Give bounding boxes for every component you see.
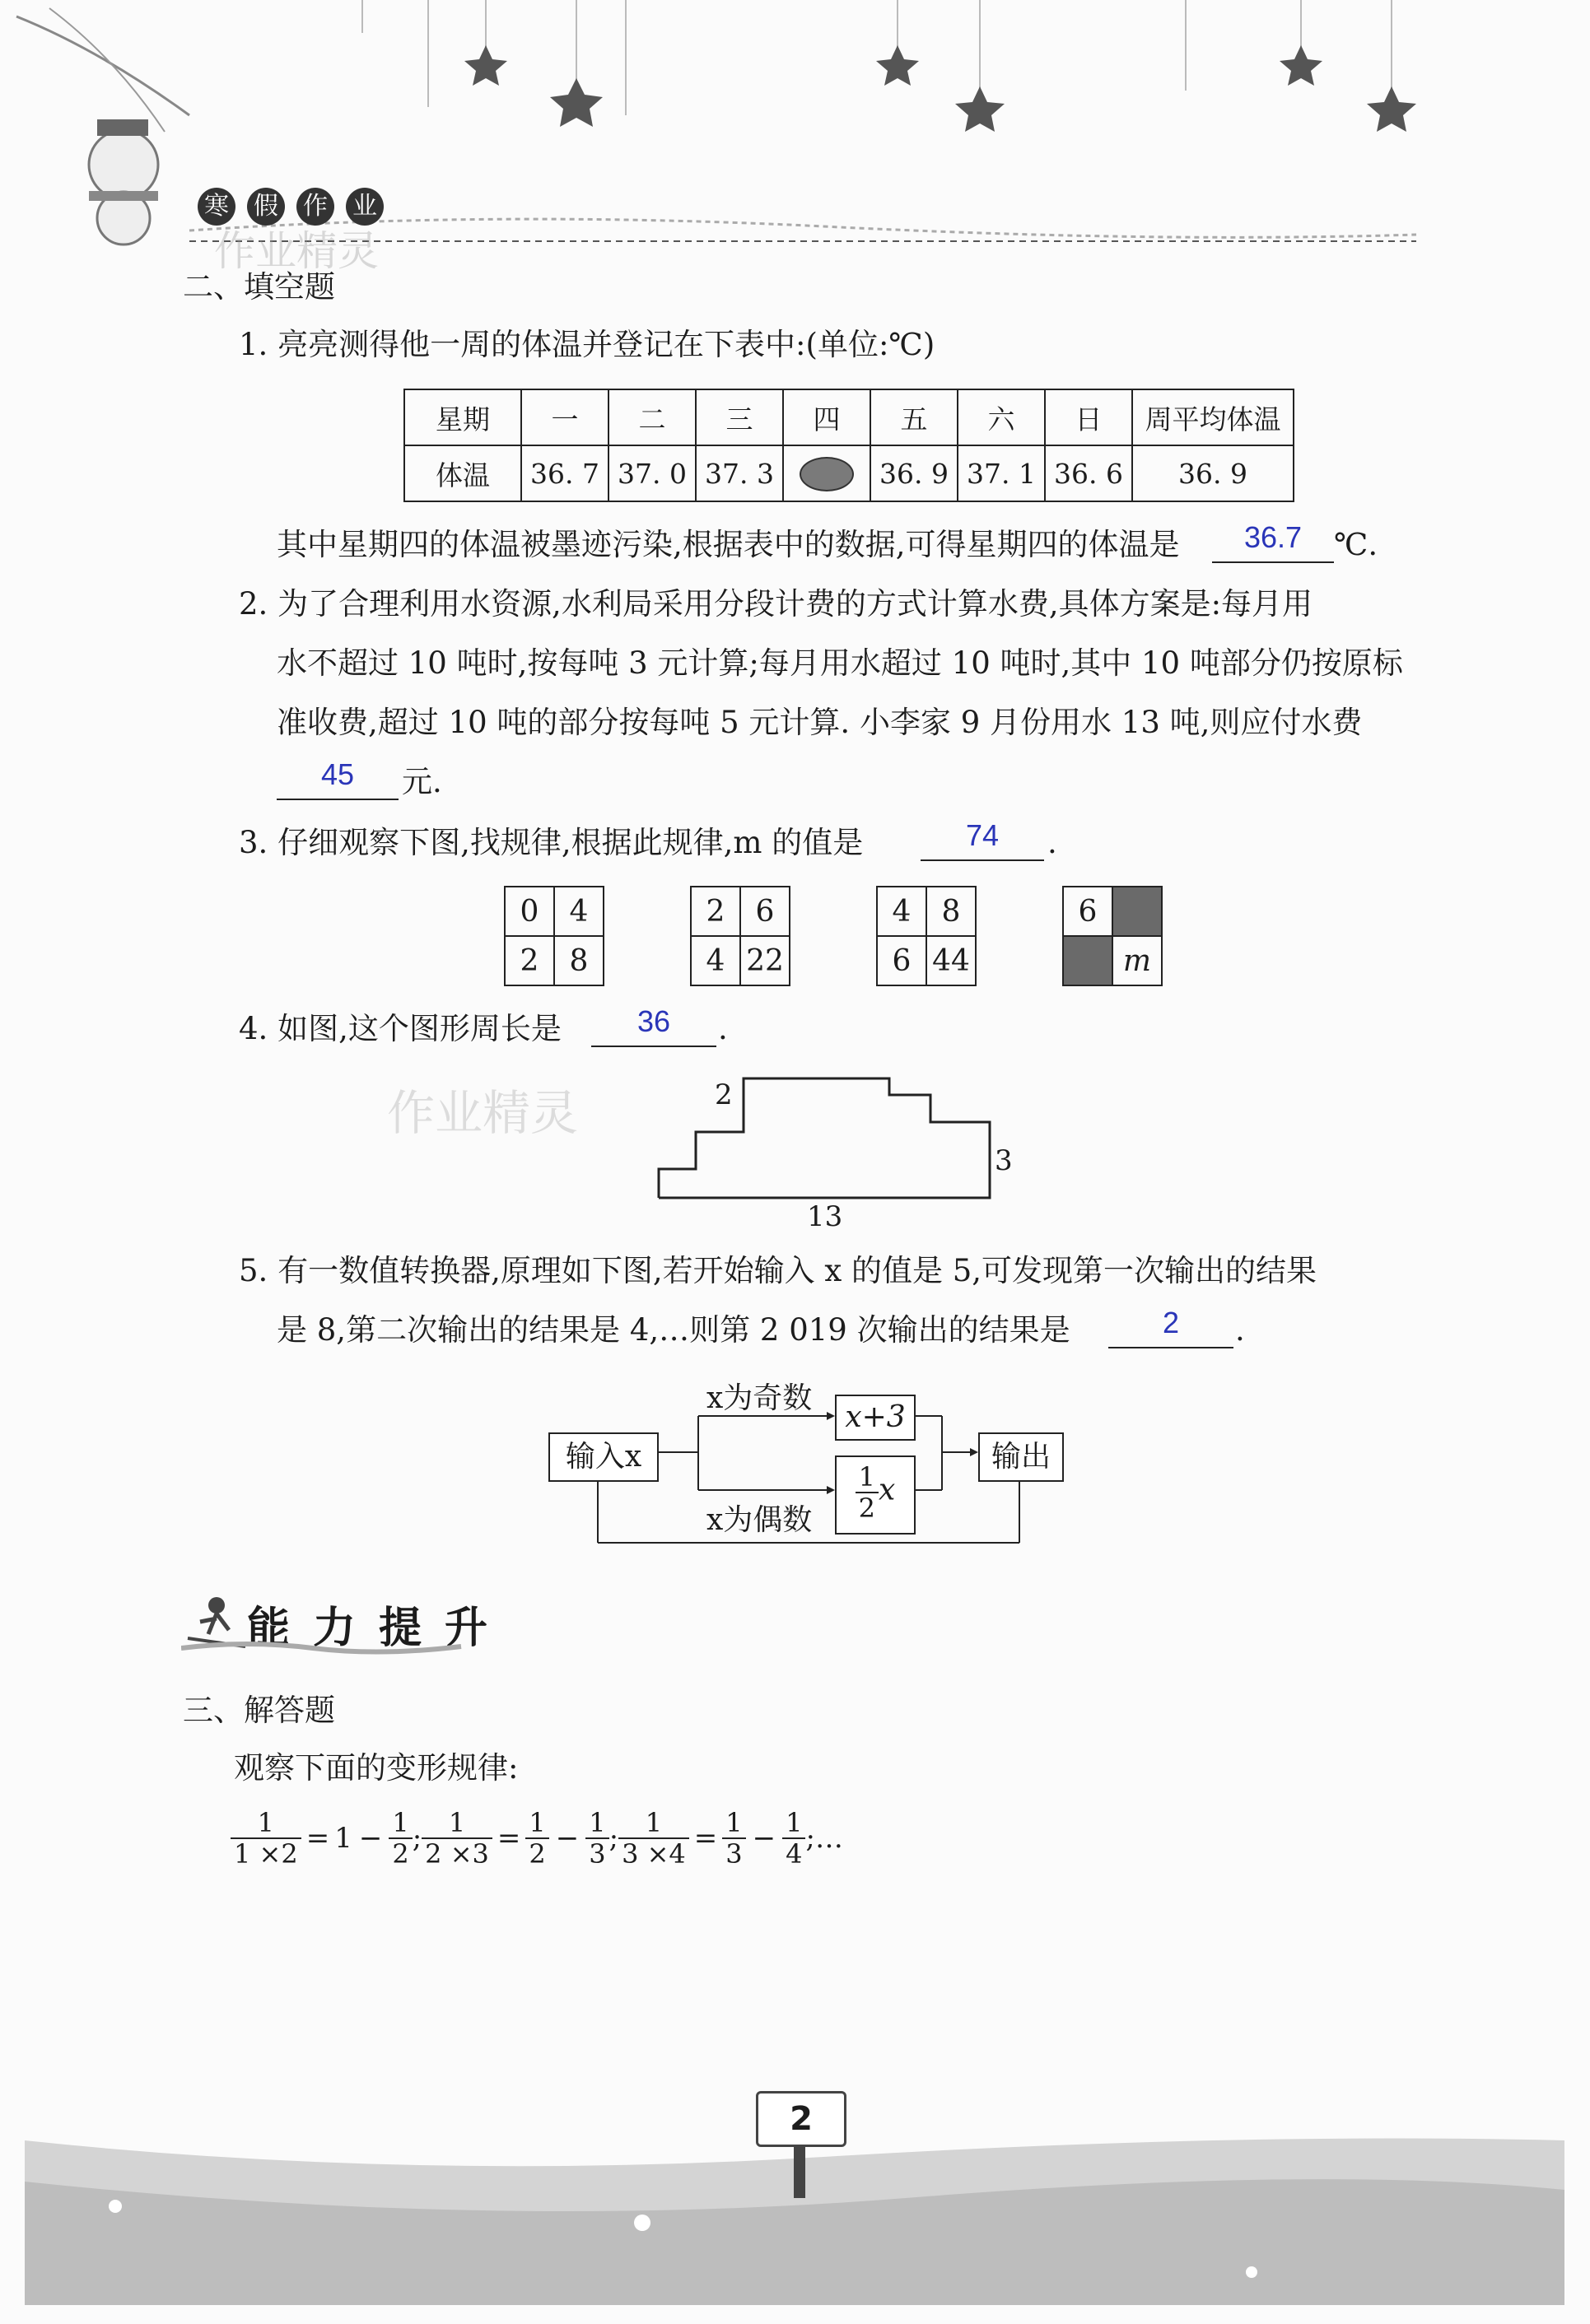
answer-5-blank: 2 bbox=[1108, 1311, 1233, 1348]
pattern-grid-1: 0 4 2 8 bbox=[504, 886, 604, 986]
even-label: x为偶数 bbox=[706, 1503, 813, 1537]
label-right: 3 bbox=[995, 1144, 1013, 1177]
period: . bbox=[718, 1011, 728, 1046]
question-3-prompt: 3. 仔细观察下图,找规律,根据此规律,m 的值是 bbox=[239, 825, 864, 860]
pattern-grid-2: 2 6 4 22 bbox=[690, 886, 790, 986]
label-bottom: 13 bbox=[807, 1200, 843, 1233]
question-2-line3: 准收费,超过 10 吨的部分按每吨 5 元计算. 小李家 9 月份用水 13 吨,则应付水费 bbox=[277, 705, 1363, 740]
unit-2: 元. bbox=[402, 764, 442, 799]
question-1-prompt: 1. 亮亮测得他一周的体温并登记在下表中:(单位:℃) bbox=[239, 327, 935, 362]
watermark: 作业精灵 bbox=[387, 1085, 579, 1141]
watermark: 作业精灵 bbox=[214, 227, 379, 275]
temperature-table bbox=[403, 389, 1294, 502]
ink-blot-cell bbox=[783, 445, 870, 501]
odd-label: x为奇数 bbox=[706, 1381, 813, 1415]
answer-4-blank: 36 bbox=[591, 1009, 716, 1047]
question-5-line2: 是 8,第二次输出的结果是 4,…则第 2 019 次输出的结果是 bbox=[277, 1312, 1070, 1348]
half-fraction: $\frac{1}{2}$ bbox=[856, 1462, 879, 1523]
input-box: 输入x bbox=[548, 1432, 659, 1482]
ink-blot-icon bbox=[800, 457, 854, 491]
answer-2-blank: 45 bbox=[277, 762, 399, 800]
book-title: 寒 假 作 业 bbox=[198, 188, 384, 226]
table-header-row: 星期 一 二 三 四 五 六 日 周平均体温 bbox=[404, 389, 1294, 445]
label-top: 2 bbox=[715, 1078, 733, 1111]
page-number: 2 bbox=[756, 2091, 846, 2147]
pattern-grid-4: 6 m bbox=[1062, 886, 1163, 986]
question-2-line1: 2. 为了合理利用水资源,水利局采用分段计费的方式计算水费,具体方案是:每月用 bbox=[239, 586, 1313, 622]
section-title: 三、解答题 bbox=[183, 1693, 335, 1728]
title-underline-decoration bbox=[181, 1638, 469, 1655]
period: . bbox=[1047, 825, 1057, 860]
footer-decoration bbox=[0, 2100, 1590, 2321]
ability-title: 能力提升 bbox=[247, 1604, 511, 1653]
table-row: 体温 36. 7 37. 0 37. 3 36. 9 37. 1 36. 6 36. 9 bbox=[404, 445, 1294, 501]
question-1-text: 其中星期四的体温被墨迹污染,根据表中的数据,可得星期四的体温是 bbox=[277, 527, 1180, 562]
question-5-line1: 5. 有一数值转换器,原理如下图,若开始输入 x 的值是 5,可发现第一次输出的结果 bbox=[239, 1253, 1317, 1288]
question-2-line2: 水不超过 10 吨时,按每吨 3 元计算;每月用水超过 10 吨时,其中 10 吨部分仍按原标 bbox=[277, 645, 1403, 681]
period: . bbox=[1235, 1312, 1245, 1348]
even-box: $\frac{1}{2}$ x bbox=[835, 1455, 916, 1535]
section-3-intro: 观察下面的变形规律: bbox=[234, 1750, 519, 1786]
pattern-grid-3: 4 8 6 44 bbox=[876, 886, 977, 986]
formula-line: $\frac{1}{1 \times 2}$ = 1 − $\frac{1}{2}$ ; $\frac{1}{2 \times 3}$ = $\frac{1}{2}$ − $\frac{1}{3}$ ; $\frac{1}{3 \times 4}$ = $\frac{1}{3}$ − $\frac{1}{4}$ ;… bbox=[231, 1808, 843, 1869]
question-4-prompt: 4. 如图,这个图形周长是 bbox=[239, 1011, 562, 1046]
shaded-cell bbox=[1063, 936, 1112, 985]
staircase-figure bbox=[650, 1070, 1037, 1235]
snowman-icon bbox=[89, 119, 158, 245]
unit-1: ℃. bbox=[1334, 527, 1378, 562]
section-title: 二、填空题 bbox=[183, 269, 335, 305]
odd-box: x+3 bbox=[835, 1395, 916, 1441]
answer-3-blank: 74 bbox=[921, 823, 1044, 861]
header-decoration bbox=[0, 0, 1590, 275]
output-box: 输出 bbox=[978, 1432, 1064, 1482]
answer-1-blank: 36.7 bbox=[1212, 525, 1334, 563]
shaded-cell bbox=[1112, 887, 1162, 936]
